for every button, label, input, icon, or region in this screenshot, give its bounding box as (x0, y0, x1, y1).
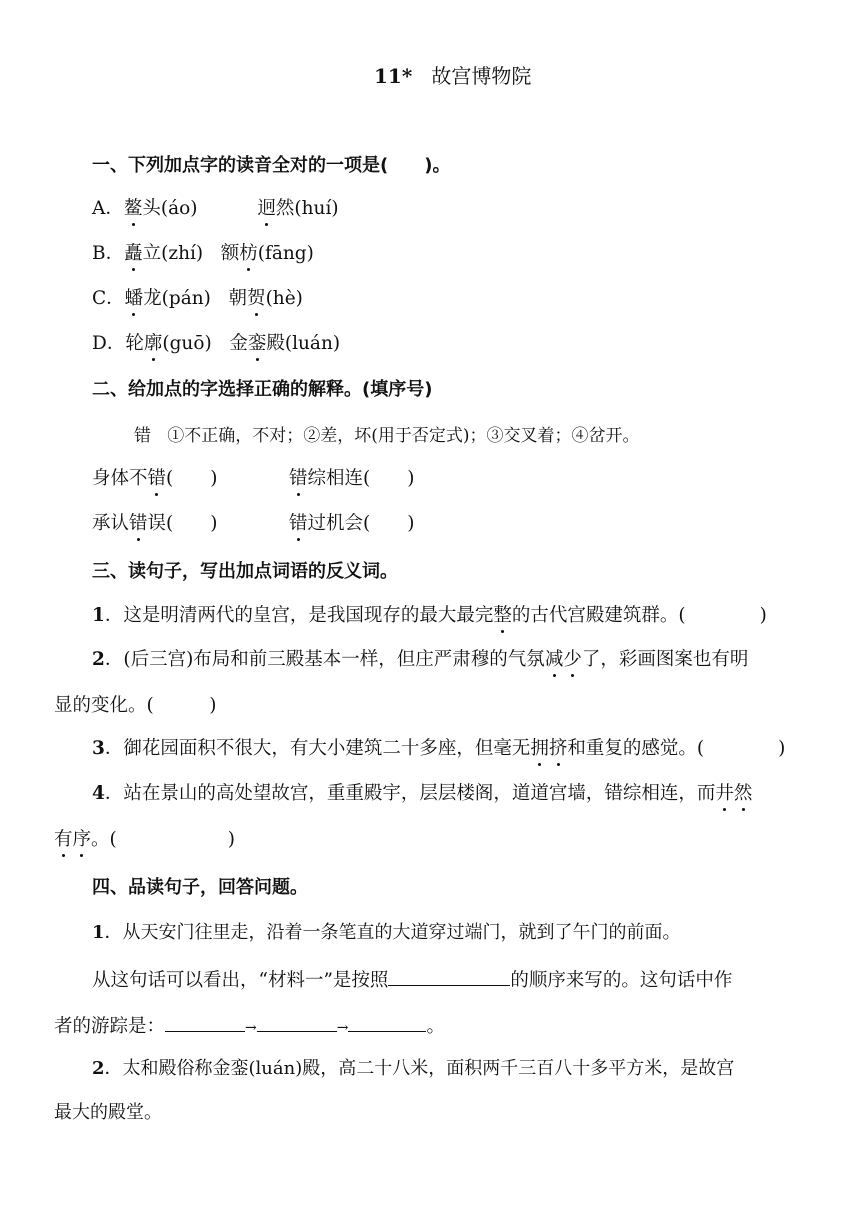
q1-option-d: D．轮廓(guō) 金銮殿(luán) (92, 333, 341, 354)
q4-heading: 四、品读句子，回答问题。 (92, 877, 308, 898)
q3-sentence-2-line1: 2．(后三宫)布局和前三殿基本一样，但庄严肃穆的气氛减少了，彩画图案也有明 (92, 649, 749, 670)
q1-option-b: B．矗立(zhí) 额枋(fāng) (92, 243, 314, 264)
q3-heading: 三、读句子，写出加点词语的反义词。 (92, 561, 398, 582)
q4-passage-2-line2: 最大的殿堂。 (54, 1102, 162, 1123)
lesson-title: 故宫博物院 (431, 64, 532, 88)
q4-question-1-line2: 者的游踪是： → → 。 (54, 1013, 445, 1040)
q3-sentence-3: 3．御花园面积不很大，有大小建筑二十多座，但毫无拥挤和重复的感觉。( ) (92, 738, 786, 759)
q2-heading: 二、给加点的字选择正确的解释。(填序号) (92, 379, 433, 400)
q3-sentence-4-line1: 4．站在景山的高处望故宫，重重殿宇，层层楼阁，道道宫墙，错综相连，而井然 (92, 783, 753, 804)
arrow-icon: → (336, 1020, 349, 1036)
q2-definitions (134, 424, 639, 448)
q1-option-a: A．鳌头(áo) 迥然(huí) (92, 198, 339, 219)
q4-passage-2-line1: 2．太和殿俗称金銮(luán)殿，高二十八米，面积两千三百八十多平方米，是故宫 (92, 1058, 735, 1079)
q1-heading: 一、下列加点字的读音全对的一项是( )。 (92, 155, 451, 176)
route-blank-1[interactable] (165, 1013, 245, 1032)
q2-char: 错 (134, 426, 151, 446)
q2-defs: ①不正确，不对；②差，坏(用于否定式)；③交叉着；④岔开。 (167, 426, 640, 446)
page-title (374, 64, 531, 88)
q3-sentence-2-line2: 显的变化。( ) (54, 695, 217, 716)
q4-question-1-line1: 从这句话可以看出，“材料一”是按照 的顺序来写的。这句话中作 (92, 967, 732, 993)
q3-sentence-4-line2: 有序。( ) (54, 829, 235, 850)
lesson-number: 11* (374, 64, 413, 88)
q1-option-c: C．蟠龙(pán) 朝贺(hè) (92, 288, 303, 309)
q2-item-4: 错过机会( ) (289, 513, 415, 534)
q3-sentence-1: 1．这是明清两代的皇宫，是我国现存的最大最完整的古代宫殿建筑群。( ) (92, 605, 767, 626)
route-blank-3[interactable] (348, 1013, 426, 1032)
route-blank-2[interactable] (257, 1013, 337, 1032)
q2-item-2: 错综相连( ) (289, 468, 415, 489)
q4-passage-1: 1．从天安门往里走，沿着一条笔直的大道穿过端门，就到了午门的前面。 (92, 922, 681, 943)
q2-item-3: 承认错误( ) (92, 513, 218, 534)
order-answer-blank[interactable] (388, 967, 510, 986)
arrow-icon: → (245, 1020, 257, 1036)
q2-item-1: 身体不错( ) (92, 468, 218, 489)
